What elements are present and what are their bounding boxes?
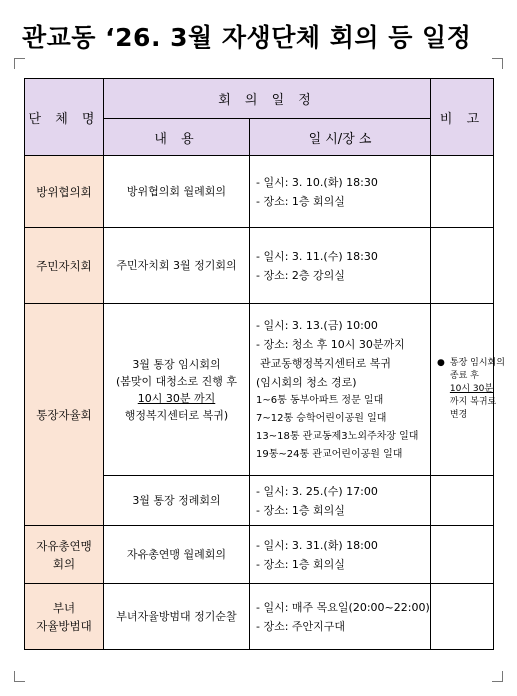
note-cell <box>431 526 494 584</box>
content-cell: 방위협의회 월례회의 <box>104 156 250 228</box>
org-cell <box>25 584 104 650</box>
schedule-line: - 장소: 1층 회의실 <box>256 194 345 208</box>
content-line: 3월 통장 임시회의 <box>132 357 221 371</box>
schedule-line: 1~6통 동부아파트 정문 일대 <box>256 394 384 406</box>
org-cell <box>25 526 104 584</box>
content-line: 행정복지센터로 복귀) <box>124 408 229 422</box>
schedule-line: - 장소: 2층 강의실 <box>256 268 345 282</box>
org-line: 회의 <box>52 556 76 571</box>
content-cell: 3월 통장 정례회의 <box>104 476 250 526</box>
corner-mark-bottom-left <box>14 671 25 682</box>
org-cell: 주민자치회 <box>25 228 104 304</box>
schedule-line: 13~18통 관교동제3노외주차장 일대 <box>256 430 419 442</box>
note-line: 까지 복귀로 <box>449 397 497 407</box>
schedule-line: - 장소: 청소 후 10시 30분까지 <box>256 337 405 351</box>
corner-mark-top-left <box>14 58 25 69</box>
schedule-line: - 일시: 3. 13.(금) 10:00 <box>256 318 378 332</box>
header-content: 내 용 <box>104 119 250 156</box>
org-cell: 방위협의회 <box>25 156 104 228</box>
note-line: 변경 <box>449 410 468 420</box>
org-line: 부녀 <box>52 600 76 615</box>
note-line: 종료 후 <box>449 371 479 381</box>
note-cell <box>431 476 494 526</box>
note-cell <box>431 304 505 476</box>
note-cell <box>431 156 494 228</box>
header-meeting-schedule: 회 의 일 정 <box>104 79 431 119</box>
schedule-table <box>24 78 505 650</box>
table-row <box>25 156 494 228</box>
content-cell: 주민자치회 3월 정기회의 <box>104 228 250 304</box>
org-cell: 통장자율회 <box>25 304 104 526</box>
table-row <box>25 584 494 650</box>
schedule-line: - 일시: 3. 31.(화) 18:00 <box>256 538 378 552</box>
schedule-line: - 일시: 3. 10.(화) 18:30 <box>256 175 378 189</box>
header-note: 비 고 <box>431 79 494 156</box>
content-cell <box>104 304 250 476</box>
bullet-icon: ● <box>437 358 445 368</box>
schedule-line: - 장소: 1층 회의실 <box>256 503 345 517</box>
header-datetime-place: 일 시/장 소 <box>250 119 431 156</box>
org-line: 자율방범대 <box>36 618 92 633</box>
table-row <box>25 304 494 476</box>
schedule-line: 7~12통 승학어린이공원 일대 <box>256 412 387 424</box>
schedule-line: - 일시: 3. 25.(수) 17:00 <box>256 484 378 498</box>
schedule-cell <box>250 476 431 526</box>
schedule-line: (임시회의 청소 경로) <box>256 375 357 389</box>
note-bullet <box>437 357 505 422</box>
page-title: 관교동 ‘26. 3월 자생단체 회의 등 일정 <box>22 23 472 52</box>
note-cell <box>431 584 494 650</box>
content-cell: 부녀자율방범대 정기순찰 <box>104 584 250 650</box>
note-line: 10시 30분 <box>449 384 494 394</box>
schedule-line: - 장소: 주안지구대 <box>256 619 346 633</box>
content-line: (봄맞이 대청소로 진행 후 <box>115 374 238 388</box>
schedule-line: - 일시: 3. 11.(수) 18:30 <box>256 249 378 263</box>
table-row <box>25 526 494 584</box>
schedule-cell <box>250 156 431 228</box>
note-cell <box>431 228 494 304</box>
schedule-line: - 장소: 1층 회의실 <box>256 557 345 571</box>
header-org: 단 체 명 <box>25 79 104 156</box>
schedule-line: - 일시: 매주 목요일(20:00~22:00) <box>256 600 430 614</box>
content-cell: 자유총연맹 월례회의 <box>104 526 250 584</box>
note-line: 통장 임시회의 <box>449 358 505 368</box>
schedule-cell <box>250 304 431 476</box>
corner-mark-top-right <box>492 58 503 69</box>
schedule-cell <box>250 526 431 584</box>
corner-mark-bottom-right <box>492 671 503 682</box>
org-line: 자유총연맹 <box>36 538 92 553</box>
content-line: 10시 30분 까지 <box>137 391 216 405</box>
schedule-line: 19통~24통 관교어린이공원 일대 <box>256 448 403 460</box>
schedule-cell <box>250 228 431 304</box>
schedule-line: 관교동행정복지센터로 복귀 <box>260 356 392 370</box>
table-row <box>25 228 494 304</box>
schedule-cell <box>250 584 431 650</box>
